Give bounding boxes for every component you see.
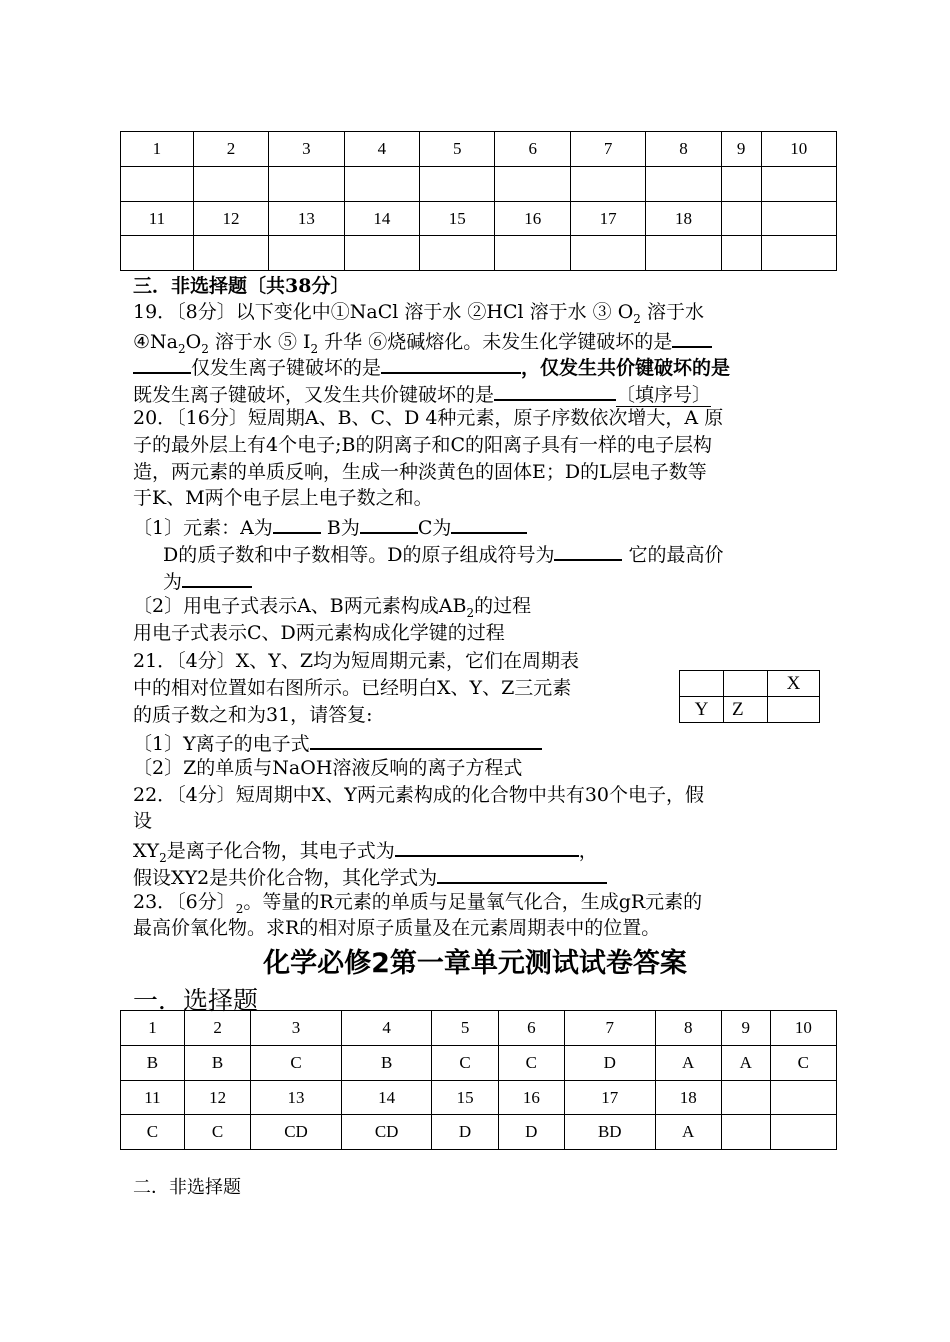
table-cell: 2 bbox=[193, 132, 268, 167]
answer-cell[interactable] bbox=[344, 167, 419, 202]
grid-cell bbox=[768, 697, 820, 723]
answer-blank[interactable] bbox=[360, 512, 418, 534]
table-cell: 11 bbox=[121, 1081, 185, 1115]
answer-cell[interactable] bbox=[495, 167, 570, 202]
table-cell: 1 bbox=[121, 132, 194, 167]
text: 它的最高价 bbox=[622, 544, 724, 566]
q22-line1: 22．〔4分〕短周期中X、Y两元素构成的化合物中共有30个电子，假 bbox=[133, 784, 705, 806]
q22-line4 bbox=[133, 862, 607, 891]
table-cell bbox=[770, 1115, 836, 1150]
table-cell: 8 bbox=[655, 1011, 721, 1046]
text: ， bbox=[578, 840, 598, 862]
q20-line4: 于K、M两个电子层上电子数之和。 bbox=[133, 487, 433, 509]
grid-cell bbox=[680, 671, 724, 697]
table-row bbox=[121, 1081, 837, 1115]
grid-cell-y: Y bbox=[680, 697, 724, 723]
answer-cell[interactable] bbox=[344, 236, 419, 271]
q20-part2-line2: 用电子式表示C、D两元素构成化学键的过程 bbox=[133, 622, 505, 644]
table-cell: 15 bbox=[420, 202, 495, 236]
table-cell: BD bbox=[564, 1115, 655, 1150]
table-cell: 17 bbox=[570, 202, 645, 236]
text: 。等量的R元素的单质与足量氧气化合，生成gR元素的 bbox=[243, 891, 703, 913]
answer-cell[interactable] bbox=[193, 236, 268, 271]
table-row bbox=[121, 236, 837, 271]
answer-cell[interactable] bbox=[495, 236, 570, 271]
subscript: 2 bbox=[201, 341, 209, 356]
table-cell: 7 bbox=[564, 1011, 655, 1046]
grid-cell bbox=[724, 671, 768, 697]
table-cell: 5 bbox=[432, 1011, 498, 1046]
section3-heading: 三．非选择题〔共38分〕 bbox=[133, 275, 350, 297]
answer-key-table bbox=[120, 1010, 837, 1150]
q20-line1: 20．〔16分〕短周期A、B、C、D 4种元素，原子序数依次增大，A 原 bbox=[133, 407, 724, 429]
subscript: 2 bbox=[178, 341, 186, 356]
table-cell: 17 bbox=[564, 1081, 655, 1115]
text: C为 bbox=[417, 517, 452, 539]
q19-line4 bbox=[133, 379, 711, 408]
table-cell: 16 bbox=[498, 1081, 564, 1115]
table-cell: 10 bbox=[770, 1011, 836, 1046]
answer-cell[interactable] bbox=[761, 236, 836, 271]
answer-cell[interactable] bbox=[570, 236, 645, 271]
answer-blank[interactable] bbox=[451, 512, 527, 534]
text: 假设XY2是共价化合物，其化学式为 bbox=[133, 867, 438, 889]
table-cell: 14 bbox=[341, 1081, 432, 1115]
answer-cell[interactable] bbox=[721, 236, 761, 271]
text: 〔1〕元素：A为 bbox=[133, 517, 273, 539]
text: D的质子数和中子数相等。D的原子组成符号为 bbox=[163, 544, 555, 566]
table-cell: B bbox=[341, 1046, 432, 1081]
table-cell: C bbox=[498, 1046, 564, 1081]
table-row bbox=[121, 167, 837, 202]
table-cell: C bbox=[251, 1046, 342, 1081]
table-cell: 7 bbox=[570, 132, 645, 167]
q21-part2: 〔2〕Z的单质与NaOH溶液反响的离子方程式 bbox=[133, 757, 523, 779]
subscript: 2 bbox=[466, 605, 475, 620]
table-cell: 4 bbox=[344, 132, 419, 167]
answer-key-title: 化学必修2第一章单元测试试卷答案 bbox=[263, 948, 687, 979]
answer-cell[interactable] bbox=[761, 167, 836, 202]
table-cell bbox=[721, 1081, 770, 1115]
q20-line3: 造，两元素的单质反响，生成一种淡黄色的固体E；D的L层电子数等 bbox=[133, 461, 707, 483]
answer-blank[interactable] bbox=[310, 728, 542, 750]
answer-cell[interactable] bbox=[193, 167, 268, 202]
table-cell: A bbox=[721, 1046, 770, 1081]
grid-cell-z: Z bbox=[724, 697, 768, 723]
answer-grid-blank bbox=[120, 131, 837, 271]
answer-cell[interactable] bbox=[121, 167, 194, 202]
answer-blank[interactable] bbox=[273, 512, 321, 534]
table-cell: 12 bbox=[193, 202, 268, 236]
answer-cell[interactable] bbox=[269, 236, 344, 271]
q20-line2: 子的最外层上有4个电子;B的阴离子和C的阳离子具有一样的电子层构 bbox=[133, 434, 712, 456]
q20-part1-line2 bbox=[163, 539, 724, 568]
table-cell: 6 bbox=[498, 1011, 564, 1046]
table-cell bbox=[721, 1115, 770, 1150]
table-cell: 6 bbox=[495, 132, 570, 167]
text: 仅发生离子键破坏的是 bbox=[191, 357, 382, 379]
answer-section2-heading: 二．非选择题 bbox=[133, 1177, 241, 1198]
subscript: 2 bbox=[633, 311, 641, 326]
text: 溶于水 ⑤ I bbox=[208, 331, 311, 353]
table-cell: C bbox=[432, 1046, 498, 1081]
text: 为 bbox=[163, 571, 183, 593]
answer-cell[interactable] bbox=[121, 236, 194, 271]
table-cell: A bbox=[655, 1046, 721, 1081]
text: ④Na bbox=[133, 331, 178, 353]
table-cell: 14 bbox=[344, 202, 419, 236]
answer-cell[interactable] bbox=[646, 167, 721, 202]
table-cell: B bbox=[184, 1046, 250, 1081]
table-row bbox=[680, 671, 820, 697]
table-cell: 18 bbox=[655, 1081, 721, 1115]
table-row bbox=[680, 697, 820, 723]
table-cell: C bbox=[184, 1115, 250, 1150]
answer-blank[interactable] bbox=[554, 539, 622, 561]
answer-blank[interactable] bbox=[381, 352, 521, 374]
table-cell: C bbox=[770, 1046, 836, 1081]
q23-line2: 最高价氧化物。求R的相对原子质量及在元素周期表中的位置。 bbox=[133, 917, 661, 939]
table-cell: 5 bbox=[420, 132, 495, 167]
table-cell: 3 bbox=[269, 132, 344, 167]
q21-part1 bbox=[133, 728, 542, 757]
text: 〔2〕用电子式表示A、B两元素构成AB bbox=[133, 595, 467, 617]
table-cell: 3 bbox=[251, 1011, 342, 1046]
answer-section1-heading: 一．选择题 bbox=[133, 986, 259, 1015]
answer-blank[interactable] bbox=[133, 352, 191, 374]
table-cell: 18 bbox=[646, 202, 721, 236]
periodic-position-grid bbox=[679, 670, 820, 723]
answer-cell[interactable] bbox=[570, 167, 645, 202]
q21-line3: 的质子数之和为31，请答复: bbox=[133, 704, 373, 726]
text: 〔填序号〕 bbox=[616, 384, 712, 406]
text: 是离子化合物，其电子式为 bbox=[166, 840, 395, 862]
table-cell: 15 bbox=[432, 1081, 498, 1115]
text: 19．〔8分〕以下变化中①NaCl 溶于水 ②HCl 溶于水 ③ O bbox=[133, 301, 634, 323]
table-cell: 9 bbox=[721, 132, 761, 167]
table-cell: CD bbox=[251, 1115, 342, 1150]
table-cell: 16 bbox=[495, 202, 570, 236]
table-cell: 2 bbox=[184, 1011, 250, 1046]
answer-blank[interactable] bbox=[395, 835, 579, 857]
text: ，仅发生共价键破坏的是 bbox=[521, 357, 731, 379]
q20-part1 bbox=[133, 512, 527, 541]
text: B为 bbox=[320, 517, 360, 539]
table-cell: D bbox=[564, 1046, 655, 1081]
text: 23．〔6分〕 bbox=[133, 891, 236, 913]
answer-blank[interactable] bbox=[182, 566, 252, 588]
table-cell: A bbox=[655, 1115, 721, 1150]
table-cell: 11 bbox=[121, 202, 194, 236]
table-cell: 4 bbox=[341, 1011, 432, 1046]
answer-cell[interactable] bbox=[420, 236, 495, 271]
answer-cell[interactable] bbox=[420, 167, 495, 202]
answer-cell[interactable] bbox=[646, 236, 721, 271]
text: XY bbox=[133, 840, 160, 862]
q20-part1-line3 bbox=[163, 566, 252, 595]
table-row bbox=[121, 1115, 837, 1150]
text: 升华 ⑥烧碱熔化。未发生化学键破坏的是 bbox=[318, 331, 673, 353]
text: 〔1〕Y离子的电子式 bbox=[133, 733, 310, 755]
q21-line1: 21．〔4分〕X、Y、Z均为短周期元素，它们在周期表 bbox=[133, 650, 580, 672]
table-row bbox=[121, 1046, 837, 1081]
table-row bbox=[121, 202, 837, 236]
answer-blank[interactable] bbox=[437, 862, 607, 884]
text: 的过程 bbox=[474, 595, 532, 617]
table-cell: C bbox=[121, 1115, 185, 1150]
table-cell: 12 bbox=[184, 1081, 250, 1115]
table-cell: 13 bbox=[269, 202, 344, 236]
text: 溶于水 bbox=[640, 301, 704, 323]
table-cell bbox=[721, 202, 761, 236]
q21-line2: 中的相对位置如右图所示。已经明白X、Y、Z三元素 bbox=[133, 677, 572, 699]
q19-line3 bbox=[133, 352, 730, 381]
table-cell: 9 bbox=[721, 1011, 770, 1046]
answer-blank[interactable] bbox=[672, 326, 712, 348]
table-row bbox=[121, 132, 837, 167]
text: 既发生离子键破坏，又发生共价键破坏的是 bbox=[133, 384, 495, 406]
table-cell: 10 bbox=[761, 132, 836, 167]
q22-line2: 设 bbox=[133, 810, 153, 832]
table-row bbox=[121, 1011, 837, 1046]
table-cell: 13 bbox=[251, 1081, 342, 1115]
subscript: 2 bbox=[159, 850, 167, 865]
table-cell bbox=[770, 1081, 836, 1115]
table-cell bbox=[761, 202, 836, 236]
table-cell: 8 bbox=[646, 132, 721, 167]
answer-cell[interactable] bbox=[721, 167, 761, 202]
table-cell: 1 bbox=[121, 1011, 185, 1046]
table-cell: B bbox=[121, 1046, 185, 1081]
subscript: 2 bbox=[235, 901, 244, 916]
text: O bbox=[185, 331, 202, 353]
answer-blank[interactable] bbox=[494, 379, 616, 401]
table-cell: D bbox=[498, 1115, 564, 1150]
answer-cell[interactable] bbox=[269, 167, 344, 202]
table-cell: D bbox=[432, 1115, 498, 1150]
table-cell: CD bbox=[341, 1115, 432, 1150]
grid-cell-x: X bbox=[768, 671, 820, 697]
subscript: 2 bbox=[310, 341, 319, 356]
